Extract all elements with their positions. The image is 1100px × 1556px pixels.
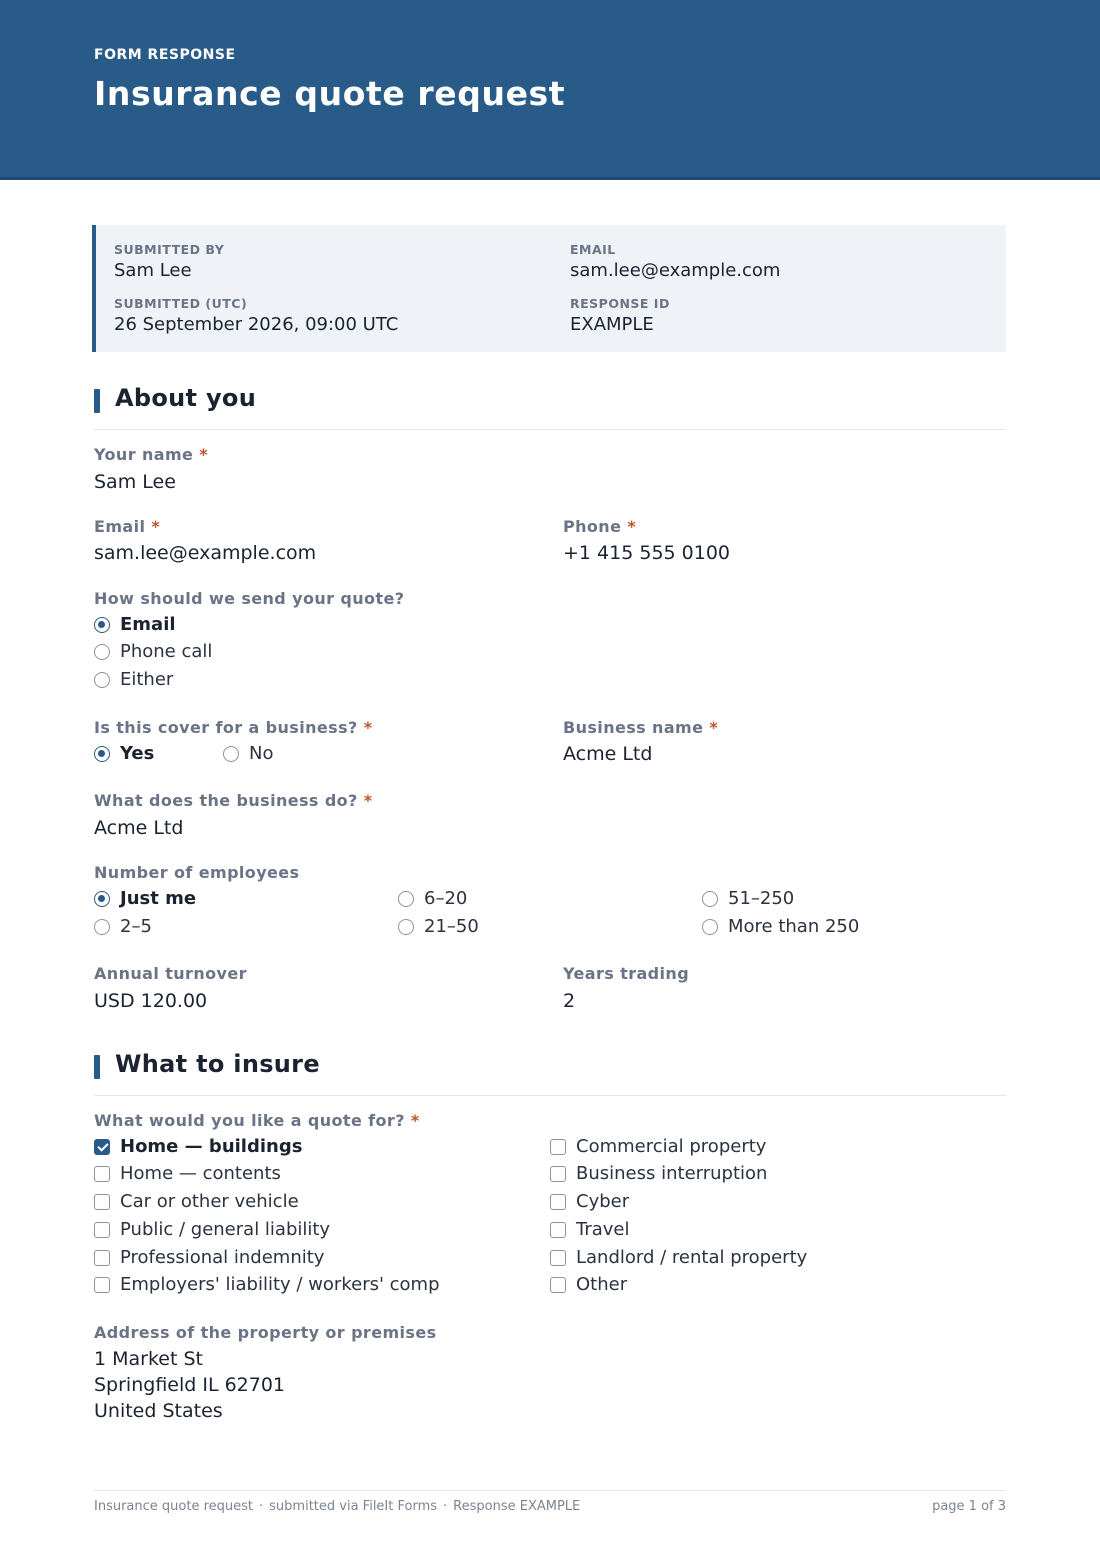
business-name-label: Business name * — [563, 718, 719, 737]
meta-response-id — [570, 296, 670, 335]
checkbox-icon — [550, 1250, 566, 1266]
page-header — [0, 0, 1100, 180]
required-mark: * — [151, 517, 161, 536]
name-value: Sam Lee — [94, 471, 176, 493]
address-label: Address of the property or premises — [94, 1323, 437, 1342]
required-mark: * — [410, 1111, 420, 1130]
radio-selected-icon — [94, 617, 110, 633]
years-trading-label: Years trading — [563, 964, 690, 983]
radio-icon — [702, 891, 718, 907]
meta-submitted-by — [114, 242, 224, 281]
checkbox-checked-icon — [94, 1139, 110, 1155]
required-mark: * — [363, 791, 373, 810]
footer-response: Response EXAMPLE — [453, 1499, 581, 1514]
footer-via: submitted via FileIt Forms — [269, 1499, 438, 1514]
checkbox-icon — [94, 1166, 110, 1182]
radio-selected-icon — [94, 891, 110, 907]
years-trading-value: 2 — [563, 990, 576, 1012]
email-value: sam.lee@example.com — [94, 542, 317, 564]
business-does-label: What does the business do? * — [94, 791, 373, 810]
footer-separator: · — [443, 1499, 448, 1514]
required-mark: * — [199, 445, 209, 464]
section-about-you — [94, 386, 1006, 430]
checkbox-icon — [550, 1139, 566, 1155]
checkbox-icon — [94, 1250, 110, 1266]
required-mark: * — [363, 718, 373, 737]
footer-page-number: page 1 of 3 — [932, 1499, 1006, 1514]
checkbox-icon — [550, 1222, 566, 1238]
business-name-value: Acme Ltd — [563, 743, 653, 765]
contact-method-label: How should we send your quote? — [94, 589, 405, 608]
meta-submitted-by-value: Sam Lee — [114, 260, 192, 281]
radio-icon — [398, 891, 414, 907]
section-title: About you — [115, 384, 257, 412]
header-kicker: FORM RESPONSE — [94, 47, 236, 63]
meta-submitted-by-label: SUBMITTED BY — [114, 242, 225, 257]
meta-response-id-value: EXAMPLE — [570, 314, 654, 335]
radio-icon — [94, 644, 110, 660]
checkbox-icon — [550, 1166, 566, 1182]
radio-selected-icon — [94, 746, 110, 762]
name-label: Your name * — [94, 445, 209, 464]
section-accent-bar — [94, 389, 100, 413]
business-does-value: Acme Ltd — [94, 817, 184, 839]
employees-label: Number of employees — [94, 863, 300, 882]
checkbox-icon — [94, 1277, 110, 1293]
footer-separator: · — [259, 1499, 264, 1514]
radio-icon — [223, 746, 239, 762]
email-label: Email * — [94, 517, 161, 536]
checkbox-icon — [550, 1194, 566, 1210]
checkbox-icon — [94, 1194, 110, 1210]
checkbox-icon — [550, 1277, 566, 1293]
footer-form-name: Insurance quote request — [94, 1499, 254, 1514]
radio-icon — [398, 919, 414, 935]
page-title: Insurance quote request — [94, 74, 566, 113]
required-mark: * — [627, 517, 637, 536]
radio-icon — [94, 672, 110, 688]
meta-email-value: sam.lee@example.com — [570, 260, 781, 281]
submission-meta — [92, 225, 1006, 352]
phone-value: +1 415 555 0100 — [563, 542, 731, 564]
phone-label: Phone * — [563, 517, 637, 536]
meta-response-id-label: RESPONSE ID — [570, 296, 670, 311]
meta-email-label: EMAIL — [570, 242, 616, 257]
section-what-to-insure — [94, 1052, 1006, 1096]
quote-for-label: What would you like a quote for? * — [94, 1111, 420, 1130]
address-line-3: United States — [94, 1400, 223, 1422]
required-mark: * — [709, 718, 719, 737]
turnover-value: USD 120.00 — [94, 990, 208, 1012]
radio-icon — [94, 919, 110, 935]
checkbox-icon — [94, 1222, 110, 1238]
meta-email — [570, 242, 780, 281]
radio-icon — [702, 919, 718, 935]
address-line-1: 1 Market St — [94, 1348, 203, 1370]
footer-info — [94, 1499, 580, 1514]
section-accent-bar — [94, 1055, 100, 1079]
meta-submitted-label: SUBMITTED (UTC) — [114, 296, 248, 311]
business-cover-label: Is this cover for a business? * — [94, 718, 373, 737]
page-footer — [94, 1490, 1006, 1514]
section-title: What to insure — [115, 1050, 320, 1078]
meta-submitted-value: 26 September 2026, 09:00 UTC — [114, 314, 399, 335]
turnover-label: Annual turnover — [94, 964, 247, 983]
address-line-2: Springfield IL 62701 — [94, 1374, 286, 1396]
meta-submitted — [114, 296, 398, 335]
